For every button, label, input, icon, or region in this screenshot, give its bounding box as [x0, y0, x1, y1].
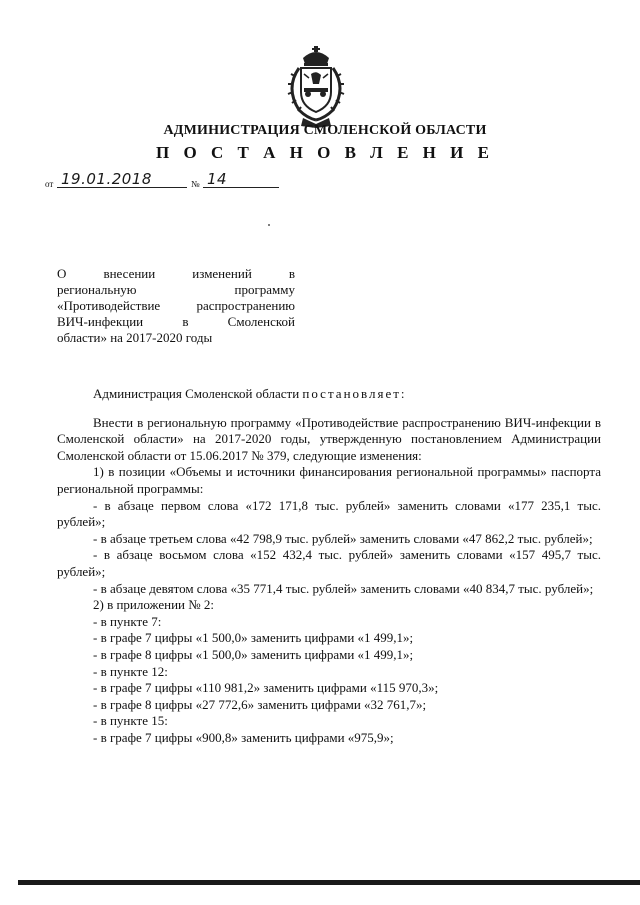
- document-subject: [57, 266, 295, 346]
- date-number-row: [45, 170, 345, 190]
- item-2-line: - в пункте 15:: [93, 713, 168, 729]
- document-type-title: П О С Т А Н О В Л Е Н И Е: [156, 143, 494, 162]
- item-1-c: - в абзаце восьмом слова «152 432,4 тыс. рублей» заменить словами «157 495,7 тыс. рублей»;: [57, 547, 601, 579]
- document-body: [57, 386, 601, 746]
- item-1-b: - в абзаце третьем слова «42 798,9 тыс. рублей» заменить словами «47 862,2 тыс. рублей»;: [93, 530, 593, 546]
- scan-speck: [268, 224, 270, 226]
- item-2-line: - в графе 8 цифры «1 500,0» заменить цифрами «1 499,1»;: [93, 646, 414, 662]
- item-1-a: - в абзаце первом слова «172 171,8 тыс. рублей» заменить словами «177 235,1 тыс. рублей»;: [57, 497, 601, 530]
- scan-bottom-edge: [18, 880, 640, 885]
- organization-name: АДМИНИСТРАЦИЯ СМОЛЕНСКОЙ ОБЛАСТИ: [163, 123, 487, 138]
- preamble-text: Администрация Смоленской области: [93, 386, 300, 401]
- preamble-verb: постановляет:: [302, 386, 407, 401]
- preamble-paragraph: [57, 386, 601, 403]
- date-label: от: [45, 179, 54, 189]
- item-2: 2) в приложении № 2:: [93, 597, 215, 613]
- subject-line: ВИЧ-инфекции в Смоленской: [57, 314, 295, 329]
- number-underline: [203, 187, 279, 188]
- subject-line: О внесении изменений в: [57, 266, 295, 281]
- item-2-line: - в графе 8 цифры «27 772,6» заменить цифрами «32 761,7»;: [93, 696, 427, 712]
- item-1-d: - в абзаце девятом слова «35 771,4 тыс. рублей» заменить словами «40 834,7 тыс. рублей»;: [93, 580, 594, 596]
- number-value: 14: [207, 170, 228, 188]
- subject-line: региональную программу: [57, 282, 295, 297]
- item-1: 1) в позиции «Объемы и источники финансирования региональной программы» паспорта региональной программы:: [57, 464, 601, 496]
- item-2-line: - в графе 7 цифры «900,8» заменить цифрами «975,9»;: [93, 729, 394, 745]
- number-label: №: [191, 179, 200, 189]
- date-value: 19.01.2018: [61, 170, 152, 188]
- subject-line: «Противодействие распространению: [57, 298, 295, 313]
- item-2-line: - в графе 7 цифры «1 500,0» заменить цифрами «1 499,1»;: [93, 630, 414, 646]
- item-2-line: - в пункте 12:: [93, 663, 168, 679]
- intro-paragraph: Внести в региональную программу «Противодействие распространению ВИЧ-инфекции в Смоленской области» на 2017-2020 годы, утвержденную постановлением Администрации Смоленской области от 15.06.2017 № 379, следующие изменения:: [57, 414, 601, 463]
- date-underline: [57, 187, 187, 188]
- item-2-line: - в графе 7 цифры «110 981,2» заменить цифрами «115 970,3»;: [93, 680, 439, 696]
- coat-of-arms-emblem: [273, 44, 359, 130]
- subject-line: области» на 2017-2020 годы: [57, 330, 213, 345]
- item-2-line: - в пункте 7:: [93, 613, 162, 629]
